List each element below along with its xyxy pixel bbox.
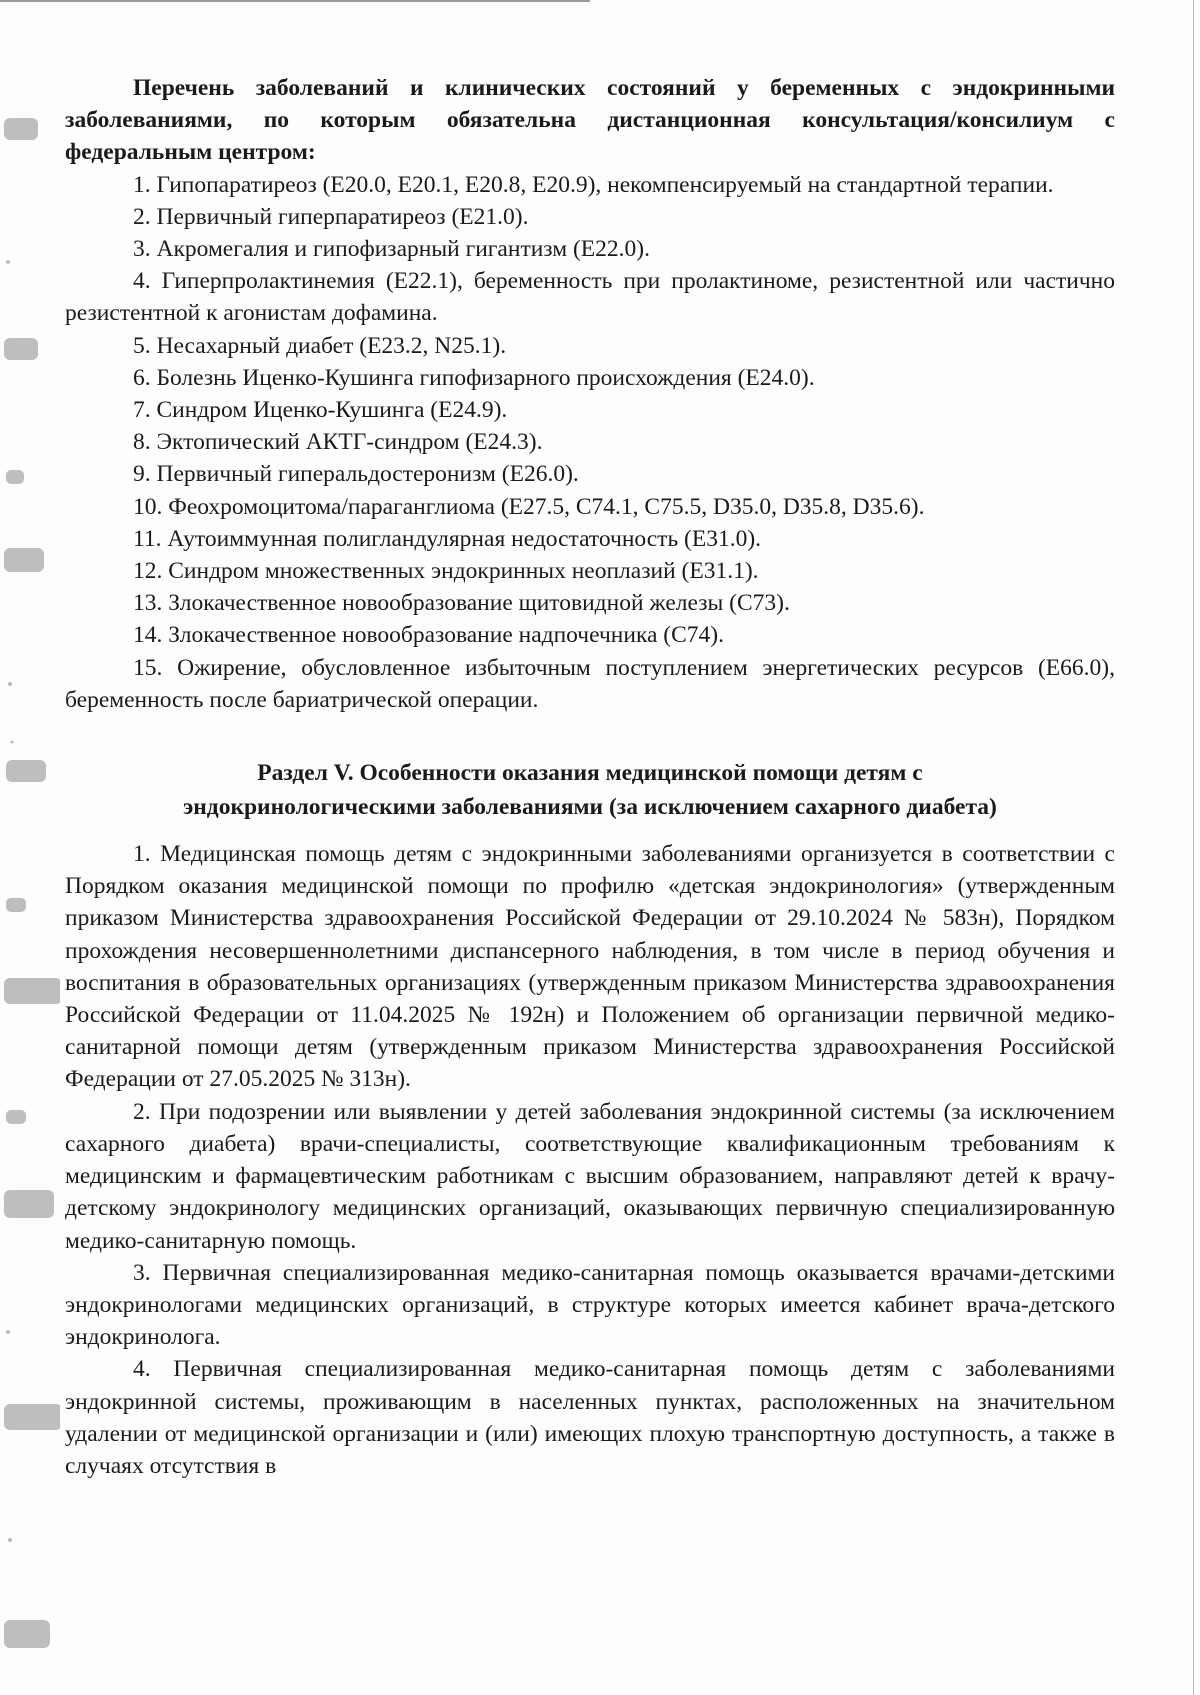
section-paragraph-3: 3. Первичная специализированная медико-санитарная помощь оказывается врачами-детскими эндокринологами медицинских организаций, в структуре которых имеется кабинет врача-детского эндокринолога. [65, 1259, 1115, 1351]
list-item-6: 6. Болезнь Иценко-Кушинга гипофизарного происхождения (E24.0). [133, 364, 815, 391]
list-item-13: 13. Злокачественное новообразование щитовидной железы (C73). [133, 590, 790, 617]
top-rule [0, 0, 590, 2]
list-heading: Перечень заболеваний и клинических состояний у беременных с эндокринными заболеваниями, по которым обязательна дистанционная консультация/консилиум с федеральным центром: [65, 75, 1115, 166]
document-body [65, 72, 1115, 1482]
section-paragraph-2: 2. При подозрении или выявлении у детей заболевания эндокринной системы (за исключением сахарного диабета) врачи-специалисты, соответствующие квалификационным требованиям к медицинским и фармацевтическим работникам с высшим образованием, направляют детей к врачу-детскому эндокринологу медицинских организаций, оказывающих первичную специализированную медико-санитарную помощь. [65, 1098, 1115, 1254]
scan-margin-specks [0, 0, 60, 1695]
list-item-9: 9. Первичный гиперальдостеронизм (E26.0). [133, 461, 579, 488]
list-item-14: 14. Злокачественное новообразование надпочечника (C74). [133, 622, 725, 649]
section-title [65, 756, 1115, 824]
section-paragraph-4: 4. Первичная специализированная медико-санитарная помощь детям с заболеваниями эндокринной системы, проживающим в населенных пунктах, расположенных на значительном удалении от медицинской организации и (или) имеющих плохую транспортную доступность, а также в случаях отсутствия в [65, 1356, 1115, 1479]
right-edge-rule [1193, 0, 1194, 1695]
list-item-5: 5. Несахарный диабет (E23.2, N25.1). [133, 332, 507, 359]
list-item-15: 15. Ожирение, обусловленное избыточным поступлением энергетических ресурсов (E66.0), беременность после бариатрической операции. [65, 654, 1115, 713]
list-item-11: 11. Аутоиммунная полигландулярная недостаточность (E31.0). [133, 525, 762, 552]
list-item-1: 1. Гипопаратиреоз (E20.0, E20.1, E20.8, E20.9), некомпенсируемый на стандартной терапии. [133, 171, 1054, 198]
list-item-3: 3. Акромегалия и гипофизарный гигантизм (E22.0). [133, 236, 650, 263]
section-title-line-1: Раздел V. Особенности оказания медицинской помощи детям с [257, 760, 923, 787]
list-item-12: 12. Синдром множественных эндокринных неоплазий (E31.1). [133, 558, 759, 585]
list-item-10: 10. Феохромоцитома/параганглиома (E27.5, C74.1, C75.5, D35.0, D35.8, D35.6). [133, 493, 925, 520]
section-title-line-2: эндокринологическими заболеваниями (за исключением сахарного диабета) [183, 794, 997, 821]
list-item-4: 4. Гиперпролактинемия (E22.1), беременность при пролактиноме, резистентной или частично резистентной к агонистам дофамина. [65, 268, 1115, 327]
section-paragraph-1: 1. Медицинская помощь детям с эндокринными заболеваниями организуется в соответствии с Порядком оказания медицинской помощи по профилю «детская эндокринология» (утвержденным приказом Министерства здравоохранения Российской Федерации от 29.10.2024 № 583н), Порядком прохождения несовершеннолетними диспансерного наблюдения, в том числе в период обучения и воспитания в образовательных организациях (утвержденным приказом Министерства здравоохранения Российской Федерации от 11.04.2025 № 192н) и Положением об организации первичной медико-санитарной помощи детям (утвержденным приказом Министерства здравоохранения Российской Федерации от 27.05.2025 № 313н). [65, 841, 1115, 1093]
list-item-2: 2. Первичный гиперпаратиреоз (E21.0). [133, 203, 529, 230]
list-item-7: 7. Синдром Иценко-Кушинга (E24.9). [133, 397, 508, 424]
list-item-8: 8. Эктопический АКТГ-синдром (E24.3). [133, 429, 543, 456]
section-spacer [65, 830, 1115, 838]
